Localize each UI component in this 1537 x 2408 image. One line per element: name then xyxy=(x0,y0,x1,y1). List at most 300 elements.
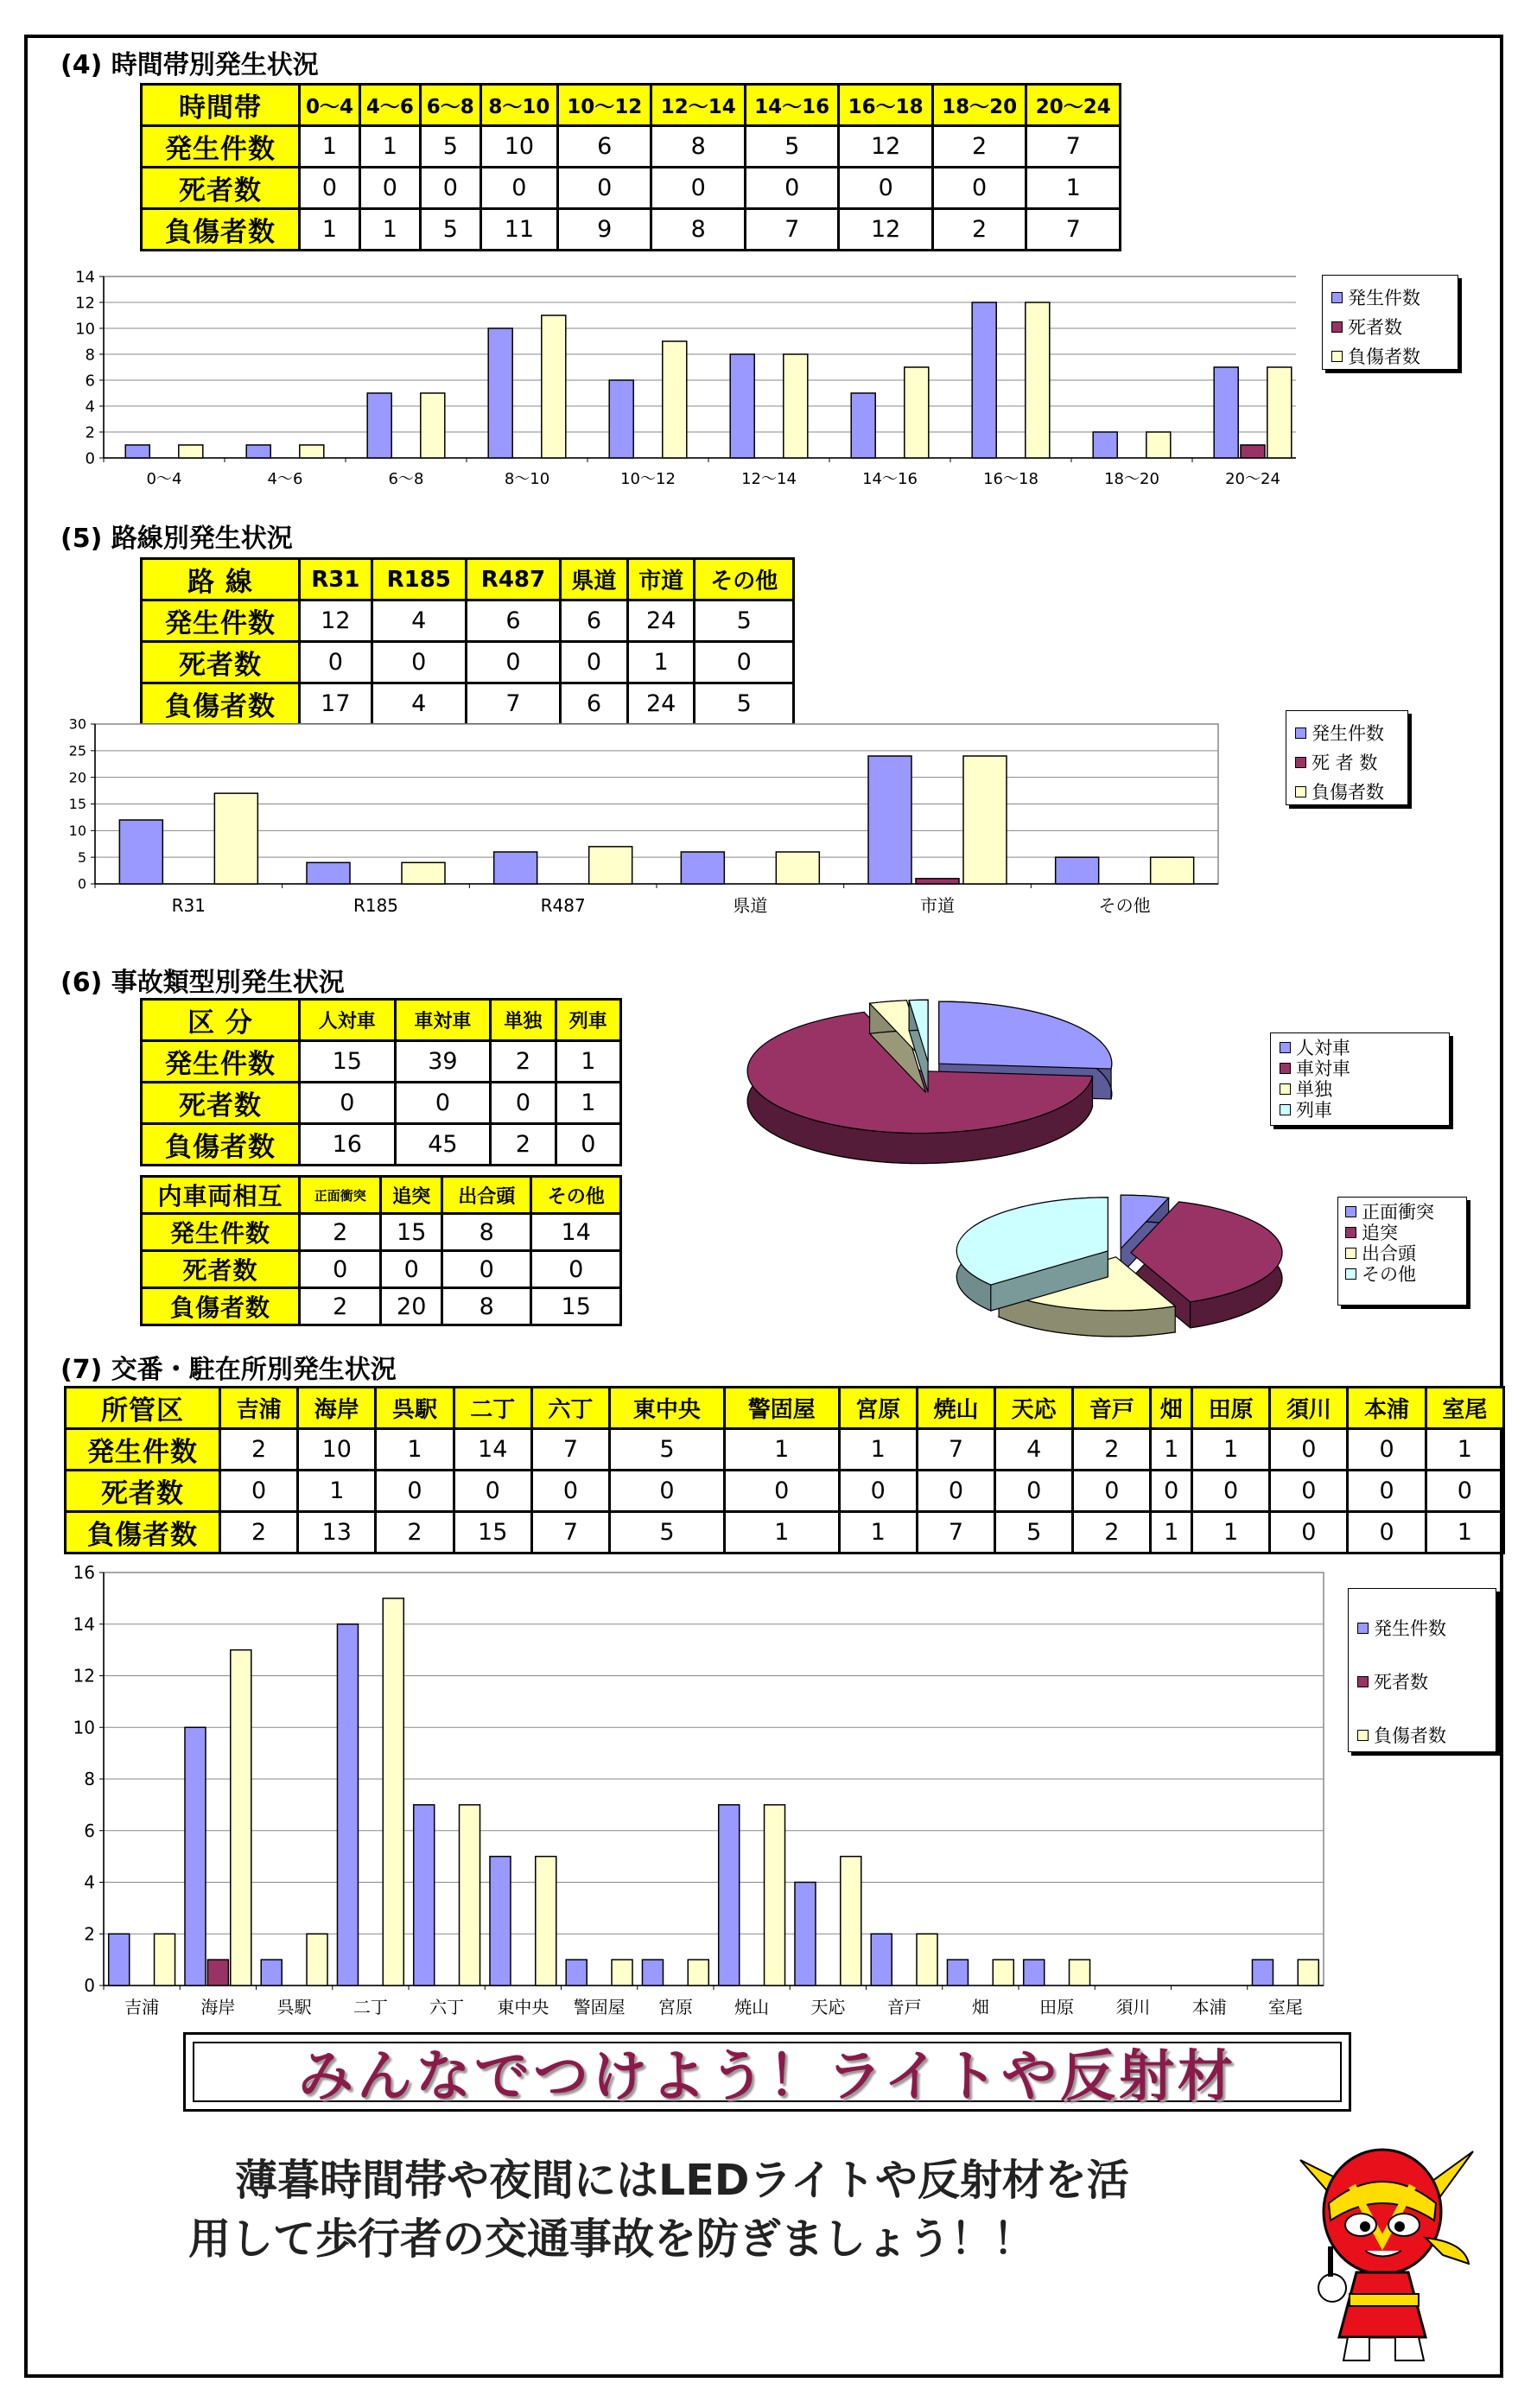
table-cell: 7 xyxy=(466,683,560,725)
table-cell: 1 xyxy=(556,1083,620,1124)
x-tick-label: R31 xyxy=(171,895,206,916)
bar xyxy=(947,1960,968,1985)
column-header: その他 xyxy=(531,1177,621,1214)
table-cell: 0 xyxy=(300,1083,396,1124)
x-tick-label: 焼山 xyxy=(734,1997,770,2017)
bar xyxy=(972,302,996,458)
column-header: 14～16 xyxy=(745,85,838,126)
table-cell: 9 xyxy=(557,209,651,251)
table-cell: 0 xyxy=(745,168,838,209)
table-cell: 1 xyxy=(1426,1429,1503,1471)
x-tick-label: 10～12 xyxy=(620,470,676,488)
table-cell: 2 xyxy=(1073,1512,1151,1553)
legend-swatch xyxy=(1345,1227,1356,1238)
table-cell: 0 xyxy=(1151,1471,1192,1512)
legend-item xyxy=(1357,1655,1487,1708)
table-cell: 5 xyxy=(420,209,480,251)
table-cell: 5 xyxy=(610,1512,725,1553)
y-tick-label: 5 xyxy=(77,848,86,866)
column-header: 吉浦 xyxy=(220,1388,298,1429)
column-header: 県道 xyxy=(561,559,628,600)
bar xyxy=(612,1960,632,1985)
legend-swatch xyxy=(1345,1268,1356,1280)
legend-label: 発生件数 xyxy=(1374,1618,1446,1639)
table-cell: 14 xyxy=(454,1429,531,1471)
legend-label: 死者数 xyxy=(1374,1672,1428,1693)
column-header: 10～12 xyxy=(557,85,651,126)
row-label: 発生件数 xyxy=(142,1041,300,1083)
table-cell: 24 xyxy=(627,600,695,642)
column-header: 人対車 xyxy=(300,1000,396,1041)
x-tick-label: 0～4 xyxy=(146,470,182,488)
table-cell: 0 xyxy=(610,1471,725,1512)
bar xyxy=(841,1857,861,1985)
legend-item xyxy=(1345,1263,1459,1284)
bar xyxy=(688,1960,708,1985)
section-5-title: (5) 路線別発生状況 xyxy=(60,524,293,554)
table-cell: 0 xyxy=(466,642,560,683)
table-cell: 1 xyxy=(1151,1512,1192,1553)
slogan-text: みんなでつけよう！ライトや反射材 xyxy=(297,2045,1237,2109)
x-tick-label: 二丁 xyxy=(352,1997,388,2017)
legend-swatch xyxy=(1345,1248,1356,1259)
legend-swatch xyxy=(1295,786,1306,797)
column-header: 追突 xyxy=(381,1177,442,1214)
row-label: 負傷者数 xyxy=(142,683,300,725)
x-tick-label: 8～10 xyxy=(504,470,550,488)
x-tick-label: 音戸 xyxy=(886,1997,922,2017)
legend-item xyxy=(1331,341,1449,371)
table-cell: 14 xyxy=(531,1214,621,1251)
slogan-banner xyxy=(183,2032,1351,2112)
x-tick-label: 6～8 xyxy=(388,470,424,488)
bar xyxy=(185,1727,206,1985)
column-header: 天応 xyxy=(995,1388,1073,1429)
legend-item xyxy=(1295,777,1399,806)
bar xyxy=(917,1934,937,1985)
table-cell: 0 xyxy=(359,168,420,209)
column-header: 音戸 xyxy=(1073,1388,1151,1429)
y-tick-label: 6 xyxy=(84,1820,95,1841)
row-label: 死者数 xyxy=(142,1083,300,1124)
table-cell: 1 xyxy=(1151,1429,1192,1471)
bar xyxy=(871,1934,892,1985)
bar xyxy=(1298,1960,1318,1985)
bar xyxy=(851,393,875,458)
y-tick-label: 14 xyxy=(73,1613,95,1635)
table-head-label: 内車両相互 xyxy=(142,1177,300,1214)
bar xyxy=(642,1960,663,1985)
table-cell: 5 xyxy=(995,1512,1073,1553)
bar xyxy=(1241,445,1265,458)
bar xyxy=(776,852,819,884)
table-cell: 0 xyxy=(376,1471,454,1512)
legend-item xyxy=(1357,1708,1487,1762)
bar xyxy=(1093,432,1117,458)
x-tick-label: 六丁 xyxy=(429,1997,465,2017)
legend-swatch xyxy=(1357,1623,1369,1634)
bar xyxy=(261,1960,282,1985)
table-cell: 0 xyxy=(1192,1471,1270,1512)
y-tick-label: 12 xyxy=(75,294,95,313)
row-label: 死者数 xyxy=(66,1471,220,1512)
message-line-2: 用して歩行者の交通事故を防ぎましょう！！ xyxy=(188,2214,1036,2264)
bar xyxy=(490,1857,511,1985)
bar xyxy=(300,445,324,458)
column-header: 警固屋 xyxy=(724,1388,839,1429)
legend-label: 死者数 xyxy=(1348,317,1402,338)
legend-swatch xyxy=(1295,757,1306,768)
legend-item xyxy=(1280,1099,1440,1120)
legend-label: 単独 xyxy=(1296,1079,1332,1100)
row-label: 負傷者数 xyxy=(142,209,300,251)
table-cell: 0 xyxy=(561,642,628,683)
bar xyxy=(246,445,270,458)
accident-type-pie-chart xyxy=(743,994,1140,1166)
column-header: 16～18 xyxy=(839,85,932,126)
column-header: 宮原 xyxy=(839,1388,917,1429)
bar xyxy=(905,367,929,458)
y-tick-label: 0 xyxy=(84,1975,95,1996)
column-header: R185 xyxy=(372,559,466,600)
column-header: 本浦 xyxy=(1348,1388,1426,1429)
legend-swatch xyxy=(1331,321,1343,333)
table-cell: 0 xyxy=(695,642,794,683)
table-cell: 2 xyxy=(220,1429,298,1471)
bar xyxy=(681,852,724,884)
bar xyxy=(494,852,537,884)
table-cell: 1 xyxy=(839,1429,917,1471)
table-cell: 8 xyxy=(651,126,745,168)
table-cell: 1 xyxy=(359,209,420,251)
vehicle-mutual-legend xyxy=(1337,1197,1467,1306)
table-cell: 8 xyxy=(441,1214,530,1251)
x-tick-label: その他 xyxy=(1098,895,1151,916)
bar xyxy=(916,879,959,884)
bar xyxy=(1146,432,1171,458)
table-cell: 20 xyxy=(381,1288,442,1325)
y-tick-label: 10 xyxy=(73,1717,95,1738)
table-cell: 0 xyxy=(995,1471,1073,1512)
table-cell: 0 xyxy=(220,1471,298,1512)
legend-swatch xyxy=(1280,1042,1291,1053)
x-tick-label: 室尾 xyxy=(1267,1997,1303,2017)
table-cell: 13 xyxy=(298,1512,376,1553)
table-cell: 1 xyxy=(627,642,695,683)
y-tick-label: 12 xyxy=(73,1665,95,1687)
table-cell: 0 xyxy=(1348,1512,1426,1553)
table-cell: 6 xyxy=(466,600,560,642)
table-cell: 1 xyxy=(376,1429,454,1471)
message-line-1: 薄暮時間帯や夜間にはLEDライトや反射材を活 xyxy=(235,2156,1129,2205)
bar xyxy=(1026,302,1050,458)
bar xyxy=(795,1883,816,1986)
table-cell: 0 xyxy=(531,1251,621,1288)
table-cell: 0 xyxy=(932,168,1026,209)
legend-swatch xyxy=(1331,292,1343,303)
row-label: 死者数 xyxy=(142,168,300,209)
column-header: 焼山 xyxy=(917,1388,994,1429)
legend-label: 負傷者数 xyxy=(1374,1725,1446,1746)
table-cell: 8 xyxy=(441,1288,530,1325)
legend-item xyxy=(1295,747,1399,777)
column-header: 六丁 xyxy=(531,1388,609,1429)
section-7-title: (7) 交番・駐在所別発生状況 xyxy=(60,1355,397,1385)
table-cell: 12 xyxy=(839,126,932,168)
table-cell: 0 xyxy=(1348,1429,1426,1471)
x-tick-label: R185 xyxy=(352,895,399,916)
x-tick-label: 警固屋 xyxy=(573,1997,626,2017)
police-box-bar-chart xyxy=(52,1553,1335,2024)
legend-item xyxy=(1331,312,1449,341)
legend-swatch xyxy=(1280,1083,1291,1095)
mascot-image xyxy=(1296,2134,1477,2367)
bar xyxy=(488,328,512,458)
table-cell: 39 xyxy=(395,1041,491,1083)
row-label: 発生件数 xyxy=(142,600,300,642)
time-table xyxy=(140,83,1121,251)
legend-label: 発生件数 xyxy=(1312,723,1384,744)
table-cell: 1 xyxy=(556,1041,620,1083)
row-label: 発生件数 xyxy=(66,1429,220,1471)
time-chart-legend xyxy=(1322,275,1458,370)
table-cell: 2 xyxy=(932,209,1026,251)
bar xyxy=(207,1960,228,1985)
y-tick-label: 14 xyxy=(75,268,95,287)
table-cell: 4 xyxy=(995,1429,1073,1471)
table-cell: 0 xyxy=(300,168,360,209)
legend-label: 車対車 xyxy=(1296,1058,1350,1079)
legend-label: 列車 xyxy=(1296,1100,1332,1121)
table-cell: 4 xyxy=(372,600,466,642)
table-cell: 2 xyxy=(376,1512,454,1553)
x-tick-label: 県道 xyxy=(733,895,768,916)
table-cell: 0 xyxy=(372,642,466,683)
table-cell: 11 xyxy=(480,209,557,251)
table-cell: 0 xyxy=(441,1251,530,1288)
table-cell: 7 xyxy=(1026,209,1121,251)
legend-swatch xyxy=(1295,727,1306,739)
table-cell: 6 xyxy=(561,600,628,642)
row-label: 負傷者数 xyxy=(142,1124,300,1166)
bar xyxy=(1214,367,1238,458)
table-cell: 10 xyxy=(298,1429,376,1471)
row-label: 死者数 xyxy=(142,642,300,683)
column-header: R487 xyxy=(466,559,560,600)
bar xyxy=(963,756,1007,884)
x-tick-label: 畑 xyxy=(971,1997,989,2017)
police-box-table xyxy=(64,1386,1505,1554)
bar xyxy=(589,847,632,884)
bar xyxy=(1070,1960,1090,1985)
row-label: 発生件数 xyxy=(142,126,300,168)
table-cell: 1 xyxy=(300,126,360,168)
bar xyxy=(109,1934,130,1985)
table-cell: 6 xyxy=(561,683,628,725)
section-6-title: (6) 事故類型別発生状況 xyxy=(60,968,345,998)
table-cell: 2 xyxy=(932,126,1026,168)
legend-swatch xyxy=(1357,1730,1369,1741)
table-cell: 1 xyxy=(1026,168,1121,209)
accident-type-legend xyxy=(1270,1032,1450,1126)
legend-label: その他 xyxy=(1362,1264,1416,1285)
table-cell: 5 xyxy=(695,600,794,642)
table-cell: 1 xyxy=(1426,1512,1503,1553)
bar xyxy=(179,445,203,458)
bar xyxy=(367,393,391,458)
table-cell: 2 xyxy=(1073,1429,1151,1471)
route-table xyxy=(140,557,795,726)
bar xyxy=(536,1857,556,1985)
table-cell: 0 xyxy=(480,168,557,209)
column-header: R31 xyxy=(300,559,372,600)
x-tick-label: 12～14 xyxy=(741,470,797,488)
x-tick-label: 宮原 xyxy=(657,1997,693,2017)
x-tick-label: 天応 xyxy=(810,1997,846,2017)
table-cell: 45 xyxy=(395,1124,491,1166)
table-cell: 1 xyxy=(300,209,360,251)
table-cell: 4 xyxy=(372,683,466,725)
table-cell: 0 xyxy=(300,642,372,683)
legend-swatch xyxy=(1280,1104,1291,1115)
bar xyxy=(719,1805,740,1985)
column-header: 6～8 xyxy=(420,85,480,126)
legend-item xyxy=(1295,718,1399,747)
table-cell: 0 xyxy=(531,1471,609,1512)
legend-swatch xyxy=(1280,1063,1291,1074)
section-4-title: (4) 時間帯別発生状況 xyxy=(60,50,319,80)
column-header: 単独 xyxy=(491,1000,556,1041)
table-cell: 1 xyxy=(724,1429,839,1471)
bar xyxy=(1252,1960,1273,1985)
table-cell: 5 xyxy=(695,683,794,725)
x-tick-label: 本浦 xyxy=(1191,1997,1227,2017)
bar xyxy=(214,793,257,884)
column-header: 8～10 xyxy=(480,85,557,126)
table-cell: 0 xyxy=(1348,1471,1426,1512)
table-cell: 1 xyxy=(1192,1429,1270,1471)
x-tick-label: 東中央 xyxy=(497,1997,549,2017)
table-cell: 0 xyxy=(1270,1429,1348,1471)
table-head-label: 路 線 xyxy=(142,559,300,600)
y-tick-label: 20 xyxy=(68,769,86,786)
table-head-label: 時間帯 xyxy=(142,85,300,126)
column-header: 市道 xyxy=(627,559,695,600)
table-cell: 0 xyxy=(1073,1471,1151,1512)
column-header: 須川 xyxy=(1270,1388,1348,1429)
vehicle-mutual-pie-chart xyxy=(942,1188,1287,1344)
row-label: 負傷者数 xyxy=(66,1512,220,1553)
table-cell: 7 xyxy=(745,209,838,251)
bar xyxy=(307,862,350,884)
table-cell: 1 xyxy=(359,126,420,168)
table-head-label: 区 分 xyxy=(142,1000,300,1041)
table-cell: 7 xyxy=(531,1512,609,1553)
bar xyxy=(414,1805,435,1985)
column-header: 12～14 xyxy=(651,85,745,126)
legend-label: 死 者 数 xyxy=(1312,753,1378,773)
table-cell: 1 xyxy=(839,1512,917,1553)
legend-label: 発生件数 xyxy=(1348,288,1420,308)
table-cell: 0 xyxy=(917,1471,994,1512)
table-cell: 0 xyxy=(381,1251,442,1288)
bar xyxy=(1056,857,1099,884)
table-cell: 15 xyxy=(531,1288,621,1325)
column-header: 二丁 xyxy=(454,1388,531,1429)
bar xyxy=(337,1624,358,1985)
table-cell: 15 xyxy=(454,1512,531,1553)
table-head-label: 所管区 xyxy=(66,1388,220,1429)
x-tick-label: 呉駅 xyxy=(276,1997,312,2017)
table-cell: 0 xyxy=(300,1251,381,1288)
bar xyxy=(460,1805,480,1985)
bar xyxy=(609,380,633,458)
column-header: 東中央 xyxy=(610,1388,725,1429)
column-header: 呉駅 xyxy=(376,1388,454,1429)
y-tick-label: 0 xyxy=(85,449,95,468)
y-tick-label: 8 xyxy=(85,346,95,365)
bar xyxy=(784,354,808,458)
column-header: 室尾 xyxy=(1426,1388,1503,1429)
table-cell: 2 xyxy=(220,1512,298,1553)
bar xyxy=(119,820,162,884)
bar xyxy=(155,1934,175,1985)
legend-swatch xyxy=(1357,1676,1369,1687)
legend-label: 負傷者数 xyxy=(1312,782,1384,803)
x-tick-label: 18～20 xyxy=(1104,470,1159,488)
table-cell: 0 xyxy=(1270,1512,1348,1553)
row-label: 死者数 xyxy=(142,1251,300,1288)
table-cell: 0 xyxy=(839,168,932,209)
y-tick-label: 15 xyxy=(68,796,86,813)
column-header: 18～20 xyxy=(932,85,1026,126)
bar xyxy=(307,1934,327,1985)
table-cell: 0 xyxy=(839,1471,917,1512)
police-box-chart-legend xyxy=(1348,1588,1496,1752)
table-cell: 0 xyxy=(557,168,651,209)
column-header: 車対車 xyxy=(395,1000,491,1041)
x-tick-label: 海岸 xyxy=(200,1997,236,2017)
table-cell: 1 xyxy=(298,1471,376,1512)
legend-label: 負傷者数 xyxy=(1348,346,1420,367)
bar xyxy=(402,862,445,884)
bar xyxy=(1267,367,1292,458)
bar xyxy=(542,315,566,458)
table-cell: 17 xyxy=(300,683,372,725)
x-tick-label: 16～18 xyxy=(983,470,1038,488)
table-cell: 12 xyxy=(300,600,372,642)
table-cell: 2 xyxy=(491,1124,556,1166)
table-cell: 0 xyxy=(651,168,745,209)
legend-swatch xyxy=(1331,351,1343,362)
table-cell: 0 xyxy=(454,1471,531,1512)
y-tick-label: 4 xyxy=(85,397,95,416)
legend-item xyxy=(1357,1601,1487,1655)
legend-label: 追突 xyxy=(1362,1223,1398,1243)
bar xyxy=(125,445,149,458)
y-tick-label: 16 xyxy=(73,1562,95,1583)
column-header: 列車 xyxy=(556,1000,620,1041)
table-cell: 2 xyxy=(491,1041,556,1083)
bar xyxy=(1151,857,1194,884)
column-header: その他 xyxy=(695,559,794,600)
y-tick-label: 8 xyxy=(84,1769,95,1789)
table-cell: 2 xyxy=(300,1214,381,1251)
table-cell: 0 xyxy=(395,1083,491,1124)
table-cell: 24 xyxy=(627,683,695,725)
legend-swatch xyxy=(1345,1206,1356,1217)
column-header: 20～24 xyxy=(1026,85,1121,126)
